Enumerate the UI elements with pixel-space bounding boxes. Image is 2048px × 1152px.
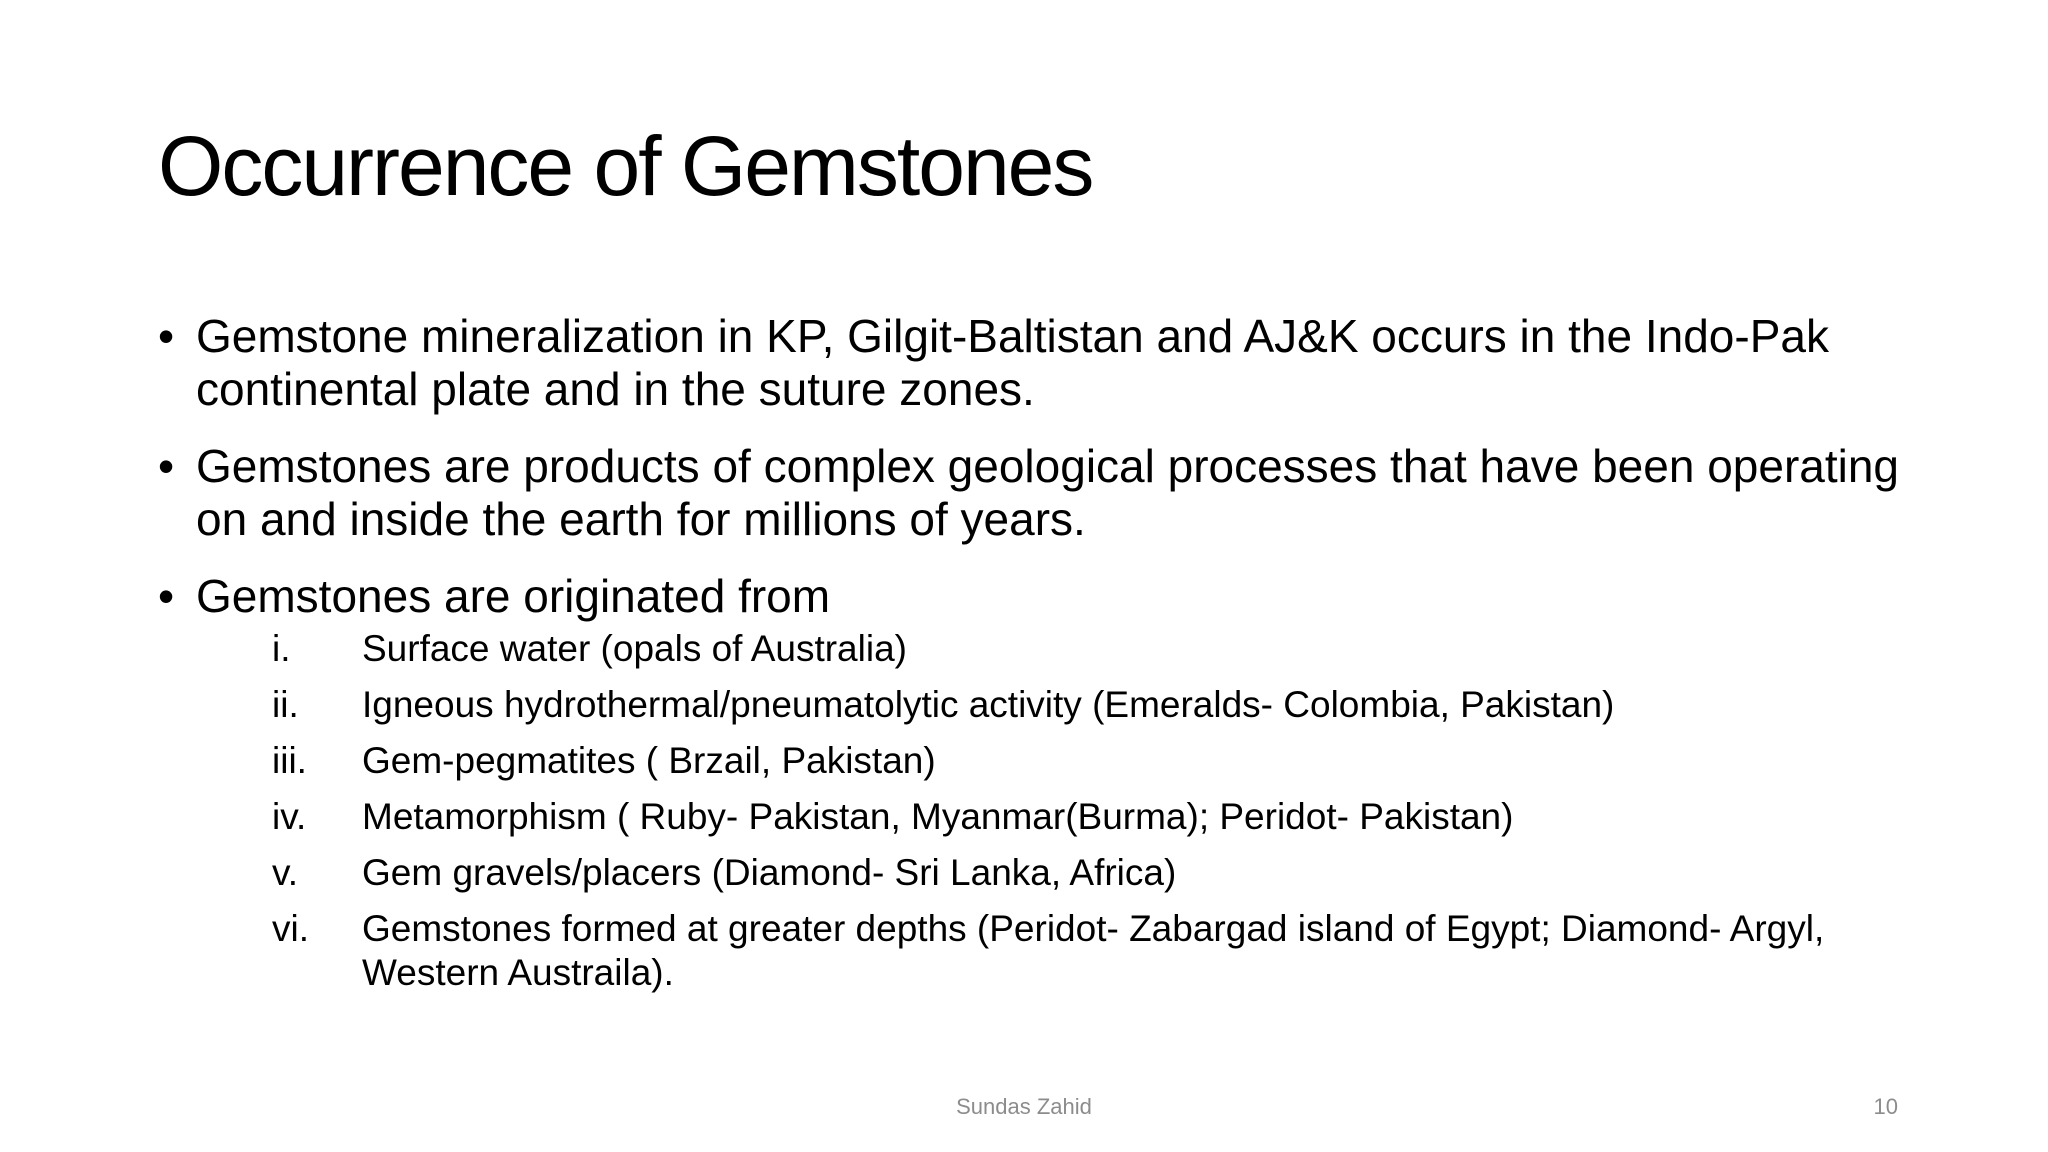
sublist-text: Gem gravels/placers (Diamond- Sri Lanka, Africa) — [362, 852, 1177, 893]
bullet-text: Gemstone mineralization in KP, Gilgit-Baltistan and AJ&K occurs in the Indo-Pak continental plate and in the suture zones. — [196, 310, 1829, 415]
sublist-text: Gemstones formed at greater depths (Peridot- Zabargad island of Egypt; Diamond- Argyl, Western Austraila). — [362, 908, 1825, 993]
sublist-item — [196, 683, 1938, 727]
bullet-item — [158, 570, 1938, 995]
origin-sublist — [196, 627, 1938, 995]
footer-page-number: 10 — [1873, 1094, 1898, 1119]
footer-author: Sundas Zahid — [956, 1094, 1092, 1119]
sublist-item — [196, 627, 1938, 671]
sublist-text: Surface water (opals of Australia) — [362, 628, 907, 669]
sublist-marker: v. — [272, 852, 299, 893]
bullet-list — [158, 310, 1938, 1019]
sublist-marker: ii. — [272, 684, 299, 725]
sublist-text: Gem-pegmatites ( Brzail, Pakistan) — [362, 740, 936, 781]
bullet-text: Gemstones are originated from — [196, 570, 831, 622]
bullet-item — [158, 310, 1938, 416]
bullet-marker: • — [158, 310, 175, 362]
sublist-item — [196, 739, 1938, 783]
sublist-marker: vi. — [272, 908, 309, 949]
bullet-marker: • — [158, 440, 175, 492]
sublist-item — [196, 907, 1938, 995]
sublist-marker: iii. — [272, 740, 307, 781]
bullet-marker: • — [158, 570, 175, 622]
bullet-text: Gemstones are products of complex geological processes that have been operating on and inside the earth for millions of years. — [196, 440, 1900, 545]
sublist-text: Metamorphism ( Ruby- Pakistan, Myanmar(Burma); Peridot- Pakistan) — [362, 796, 1514, 837]
sublist-item — [196, 795, 1938, 839]
sublist-marker: iv. — [272, 796, 307, 837]
bullet-item — [158, 440, 1938, 546]
slide-title: Occurrence of Gemstones — [158, 119, 1093, 213]
sublist-item — [196, 851, 1938, 895]
sublist-text: Igneous hydrothermal/pneumatolytic activity (Emeralds- Colombia, Pakistan) — [362, 684, 1615, 725]
sublist-marker: i. — [272, 628, 291, 669]
